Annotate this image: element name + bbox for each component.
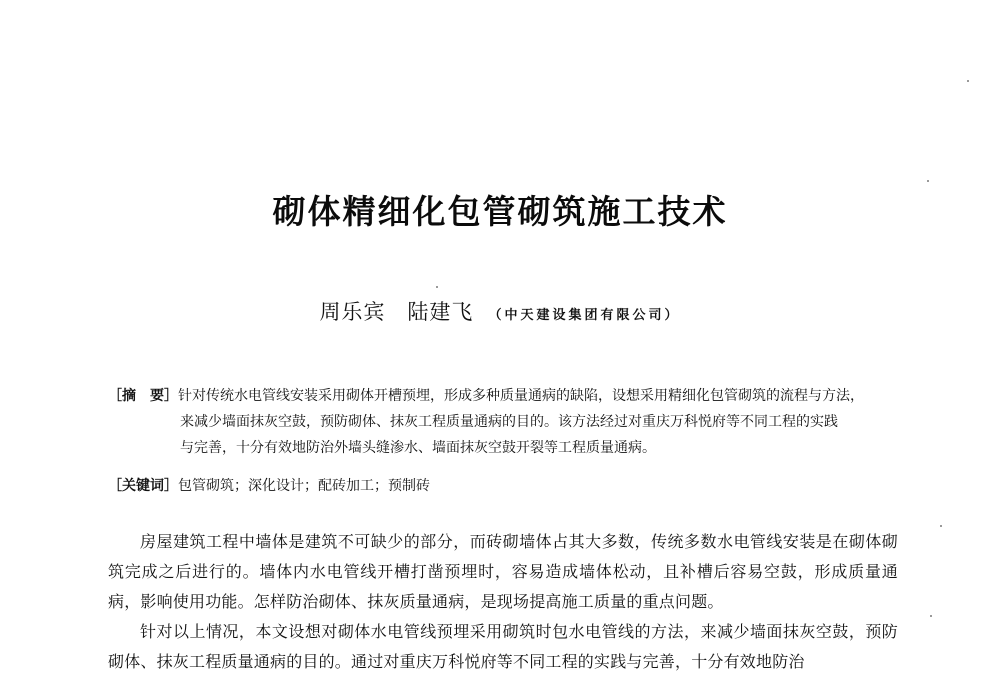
scan-speck [940, 525, 942, 527]
body-paragraph: 房屋建筑工程中墙体是建筑不可缺少的部分，而砖砌墙体占其大多数，传统多数水电管线安装是在砌体砌筑完成之后进行的。墙体内水电管线开槽打凿预埋时，容易造成墙体松动，且补槽后容易空鼓，形成质量通病，影响使用功能。怎样防治砌体、抹灰质量通病，是现场提高施工质量的重点问题。 [108, 532, 898, 611]
paper-title: 砌体精细化包管砌筑施工技术 [272, 192, 728, 231]
body-text [108, 527, 898, 677]
abstract-tag: ［摘 要］ [108, 388, 178, 404]
abstract [108, 383, 898, 461]
keywords-tag: ［关键词］ [108, 478, 178, 494]
abstract-line: 来减少墙面抹灰空鼓，预防砌体、抹灰工程质量通病的目的。该方法经过对重庆万科悦府等不同工程的实践 [180, 414, 838, 430]
scan-speck [436, 286, 438, 288]
abstract-line: 与完善，十分有效地防治外墙头缝渗水、墙面抹灰空鼓开裂等工程质量通病。 [180, 440, 656, 456]
scan-speck [967, 80, 969, 82]
affiliation: （中天建设集团有限公司） [488, 308, 681, 323]
keywords-text: 包管砌筑；深化设计；配砖加工；预制砖 [178, 478, 430, 494]
authors: 周乐宾 陆建飞 [319, 300, 474, 324]
body-paragraph: 针对以上情况，本文设想对砌体水电管线预埋采用砌筑时包水电管线的方法，来减少墙面抹灰空鼓，预防砌体、抹灰工程质量通病的目的。通过对重庆万科悦府等不同工程的实践与完善，十分有效地防治 [108, 622, 898, 671]
scan-speck [927, 180, 929, 182]
scan-speck [930, 615, 932, 617]
abstract-text: 针对传统水电管线安装采用砌体开槽预埋，形成多种质量通病的缺陷，设想采用精细化包管砌筑的流程与方法， [178, 388, 864, 404]
keywords [108, 473, 898, 499]
abstract-line [108, 383, 898, 409]
byline [0, 296, 1000, 326]
